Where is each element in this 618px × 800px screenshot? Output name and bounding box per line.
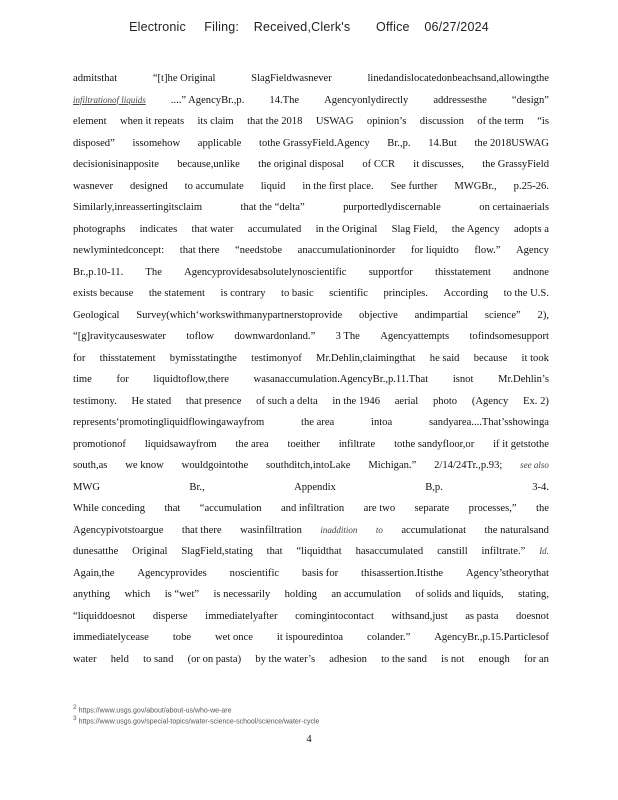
text-run: applicable [197, 137, 242, 149]
text-run: Br.,p.10-11. [73, 266, 124, 278]
text-run: to [375, 524, 383, 535]
text-run: accumulationat [401, 524, 467, 536]
text-run: Mr.Dehlin,claimingthat [316, 352, 416, 364]
text-run: stating, [518, 589, 549, 600]
text-run: the statement [148, 288, 205, 299]
text-run: science” [484, 309, 521, 321]
text-run: separate [414, 503, 450, 514]
text-run: represents‘promotingliquidflowingawayfrom [73, 417, 265, 428]
footnote-2 [73, 702, 553, 713]
text-run: time [73, 374, 92, 385]
text-run: Again,the [73, 567, 115, 579]
footnotes [73, 702, 553, 724]
text-line [73, 176, 549, 198]
text-run: SlagFieldwasnever [251, 73, 332, 84]
text-run: “[t]he Original [152, 73, 216, 84]
text-line [73, 391, 549, 413]
text-run: wasanaccumulation.AgencyBr.,p.11.That [253, 374, 429, 385]
text-run: ....” AgencyBr.,p. [170, 94, 245, 106]
text-run: The [145, 266, 162, 278]
text-run: that there [179, 245, 220, 256]
text-run: 14.But [428, 137, 457, 149]
text-run: SlagField,stating [181, 546, 253, 557]
text-run: thisstatement [435, 266, 491, 278]
text-run: in the Original [315, 223, 378, 235]
text-run: (Agency [471, 395, 509, 407]
footnote-link[interactable]: https://www.usgs.gov/special-topics/water-science-school/science/water-cycle [78, 718, 320, 726]
text-run: by the water’s [255, 653, 316, 665]
text-line [73, 412, 549, 434]
text-run: dunesatthe [73, 546, 119, 557]
text-line [73, 606, 549, 628]
text-run: the GrassyField [482, 159, 549, 170]
text-run: newlymintedconcept: [73, 245, 165, 256]
text-run: withsand,just [391, 610, 448, 622]
text-run: tofindsomesupport [469, 331, 549, 342]
text-run: held [110, 653, 129, 665]
text-run: that [164, 503, 181, 514]
text-line [73, 154, 549, 176]
text-run: for an [523, 653, 549, 665]
text-run: AgencyBr.,p.15.Particlesof [434, 632, 549, 643]
text-run: is not [441, 653, 465, 665]
text-run: processes,” [468, 503, 517, 514]
text-run: the area [301, 417, 335, 428]
text-run: isnot [452, 374, 474, 385]
text-run: linedandislocatedonbeachsand,allowingthe [367, 73, 549, 84]
text-run: we know [125, 460, 164, 471]
text-run: While conceding [73, 503, 146, 514]
text-run: tobe [172, 632, 192, 643]
text-run: opinion’s [366, 116, 407, 127]
text-run: exists because [73, 288, 134, 299]
text-run: accumulated [247, 223, 302, 235]
text-run: issomehow [132, 137, 181, 149]
text-run: an accumulation [331, 589, 402, 600]
text-line [73, 434, 549, 456]
text-run: MWGBr., [454, 180, 497, 192]
text-run: B,p. [425, 481, 443, 493]
text-run: wet once [215, 632, 253, 643]
text-run: infiltrationof liquids [73, 94, 146, 105]
text-run: to accumulate [184, 180, 244, 192]
text-run: testimony. [73, 395, 117, 407]
text-run: Mr.Dehlin’s [498, 374, 549, 385]
text-run: Survey(which‘workswithmanypartnerstoprovide [136, 309, 343, 321]
text-run: noscientific [229, 567, 280, 579]
text-run: the area [235, 438, 269, 450]
text-run: photo [432, 395, 458, 407]
text-run: it discusses, [413, 159, 464, 170]
text-run: adhesion [329, 653, 367, 665]
text-run: flow.” [474, 245, 501, 256]
text-run: Similarly,inreassertingitsclaim [73, 202, 203, 213]
text-run: p.25-26. [513, 180, 549, 192]
text-run: that water [191, 223, 234, 235]
text-run: of such a delta [256, 395, 318, 407]
text-run: purportedlydiscernable [343, 202, 441, 213]
text-run: the Agency [451, 223, 500, 235]
text-run: immediatelyafter [205, 610, 278, 622]
text-run: thisassertion.Itisthe [361, 567, 444, 579]
text-line [73, 584, 549, 606]
text-run: aerial [394, 395, 419, 407]
footnote-number: 2 [73, 704, 77, 711]
text-run: toeither [287, 438, 320, 450]
text-run: “design” [511, 94, 549, 106]
text-run: “liquidthat [296, 546, 342, 557]
text-run: 3 The [335, 331, 360, 342]
text-run: liquid [260, 180, 286, 192]
text-run: disperse [152, 610, 188, 622]
text-run: and infiltration [280, 503, 345, 514]
text-run: the 2018USWAG [474, 137, 549, 149]
text-run: enough [478, 653, 510, 665]
text-run: for liquidto [410, 245, 459, 256]
text-run: testimonyof [251, 352, 302, 364]
text-run: that presence [185, 395, 242, 407]
text-line [73, 627, 549, 649]
text-run: Appendix [294, 481, 336, 493]
text-line [73, 498, 549, 520]
text-run: “accumulation [199, 503, 262, 514]
text-run: “liquiddoesnot [73, 610, 136, 622]
text-run: adopts a [513, 223, 549, 235]
text-run: toflow [186, 331, 214, 342]
text-run: immediatelycease [73, 632, 149, 643]
text-line [73, 563, 549, 585]
text-run: Br., [189, 481, 205, 493]
text-run: southditch,intoLake [266, 460, 351, 471]
text-run: admitsthat [73, 73, 118, 84]
text-run: element [73, 116, 107, 127]
text-run: Original [132, 546, 168, 557]
text-run: Geological [73, 309, 120, 321]
text-run: bymisstatingthe [169, 352, 237, 364]
text-run: sandyarea....That’sshowinga [428, 417, 549, 428]
text-run: of the term [477, 116, 524, 127]
text-run: discussion [419, 116, 464, 127]
text-run: liquidtoflow,there [153, 374, 229, 385]
text-line [73, 68, 549, 90]
text-run: in the first place. [302, 180, 374, 192]
text-run: is contrary [220, 288, 266, 299]
text-run: disposed” [73, 137, 115, 149]
text-line [73, 262, 549, 284]
page-number: 4 [306, 734, 312, 745]
text-line [73, 111, 549, 133]
text-run: comingintocontact [295, 610, 374, 622]
text-run: Michigan.” [368, 460, 417, 471]
text-run: to the U.S. [503, 288, 549, 299]
text-run: designed [129, 180, 168, 192]
text-run: Agencypivotstoargue [73, 524, 164, 536]
text-line [73, 283, 549, 305]
text-run: is “wet” [164, 589, 200, 600]
text-run: anything [73, 589, 111, 600]
text-line [73, 369, 549, 391]
text-run: infiltrate [338, 438, 376, 450]
text-line [73, 240, 549, 262]
text-line [73, 455, 549, 477]
text-run: promotionof [73, 438, 126, 450]
text-run: tothe GrassyField.Agency [259, 137, 370, 149]
text-run: for [116, 374, 129, 385]
text-run: andnone [513, 266, 549, 278]
text-run: Agencyonlydirectly [324, 94, 409, 106]
text-run: Ex. 2) [523, 395, 549, 407]
text-run: 3-4. [532, 481, 549, 493]
text-line [73, 326, 549, 348]
text-run: that the “delta” [240, 202, 305, 213]
text-run: Agencyprovidesabsolutelynoscientific [184, 266, 347, 278]
text-run: USWAG [315, 116, 354, 127]
text-run: Agencyprovides [137, 567, 207, 579]
text-run: see also [520, 460, 549, 470]
text-run: because,unlike [177, 159, 240, 170]
text-run: decisionisinapposite [73, 159, 159, 170]
document-body [73, 68, 549, 670]
text-run: wasnever [73, 180, 114, 192]
text-run: in the 1946 [332, 395, 381, 407]
text-run: if it getstothe [493, 438, 549, 450]
text-line [73, 197, 549, 219]
text-run: he said [429, 352, 460, 364]
text-run: when it repeats [119, 116, 185, 127]
text-run: thisstatement [99, 352, 156, 364]
text-run: it took [521, 352, 549, 364]
text-run: addressesthe [433, 94, 487, 106]
text-line [73, 219, 549, 241]
text-run: as pasta [465, 610, 499, 622]
text-run: objective [358, 309, 398, 321]
text-run: Agency’stheorythat [466, 567, 549, 579]
text-run: scientific [329, 288, 368, 299]
text-run: photographs [73, 223, 126, 235]
text-run: doesnot [515, 610, 549, 622]
text-run: “is [537, 116, 549, 127]
text-run: andimpartial [414, 309, 469, 321]
text-run: basis for [301, 567, 339, 579]
text-run: 2/14/24Tr.,p.93; [434, 460, 503, 471]
text-run: Agencyattempts [380, 331, 450, 342]
text-run: that there [181, 524, 222, 536]
text-run: its claim [197, 116, 234, 127]
text-run: liquidsawayfrom [144, 438, 217, 450]
text-run: water [73, 653, 97, 665]
footnote-number: 3 [73, 715, 77, 722]
text-line [73, 649, 549, 671]
text-run: wouldgointothe [181, 460, 249, 471]
text-run: south,as [73, 460, 108, 471]
text-run: (or on pasta) [187, 653, 242, 665]
footnote-3 [73, 713, 553, 724]
text-run: Slag Field, [391, 223, 438, 235]
text-run: Id. [539, 546, 549, 556]
text-line [73, 477, 549, 499]
text-run: on certainaerials [479, 202, 549, 213]
text-run: downwardonland.” [234, 331, 316, 342]
text-run: are two [363, 503, 396, 514]
text-line [73, 90, 549, 112]
text-run: is necessarily [213, 589, 271, 600]
text-run: hasaccumulated [355, 546, 424, 557]
text-run: 2), [537, 309, 549, 321]
text-run: inaddition [320, 524, 358, 535]
text-run: to sand [143, 653, 174, 665]
text-run: “needstobe [235, 245, 283, 256]
text-run: because [473, 352, 508, 364]
text-run: MWG [73, 481, 101, 493]
text-line [73, 305, 549, 327]
text-run: tothe sandyfloor,or [394, 438, 475, 450]
text-run: supportfor [368, 266, 413, 278]
text-run: He stated [131, 395, 172, 407]
text-run: Agency [515, 245, 549, 256]
filing-header: Electronic Filing: Received,Clerk's Office 06/27/2024 [129, 20, 489, 34]
text-run: According [443, 288, 489, 299]
footnote-link[interactable]: https://www.usgs.gov/about/about-us/who-we-are [78, 707, 232, 715]
text-run: wasinfiltration [240, 524, 302, 536]
text-run: that the 2018 [247, 116, 303, 127]
text-run: to basic [281, 288, 314, 299]
text-line [73, 133, 549, 155]
text-run: that [266, 546, 283, 557]
text-run: canstill [437, 546, 468, 557]
text-run: colander.” [367, 632, 411, 643]
text-line [73, 541, 549, 563]
text-run: See further [390, 180, 438, 192]
text-run: which [124, 589, 151, 600]
text-run: the original disposal [258, 159, 345, 170]
text-run: to the sand [381, 653, 427, 665]
text-run: anaccumulationinorder [297, 245, 396, 256]
text-run: intoa [371, 417, 393, 428]
text-run: “[g]ravitycauseswater [73, 331, 166, 342]
text-run: Br.,p. [387, 137, 411, 149]
text-run: infiltrate.” [481, 546, 526, 557]
text-run: it ispouredintoa [276, 632, 344, 643]
text-run: for [73, 352, 86, 364]
text-run: holding [284, 589, 317, 600]
text-run: the [536, 503, 549, 514]
text-run: the naturalsand [484, 524, 549, 536]
text-line [73, 520, 549, 542]
text-line [73, 348, 549, 370]
text-run: indicates [139, 223, 178, 235]
text-run: of solids and liquids, [415, 589, 504, 600]
text-run: principles. [383, 288, 428, 299]
text-run: 14.The [269, 94, 300, 106]
text-run: of CCR [362, 159, 396, 170]
